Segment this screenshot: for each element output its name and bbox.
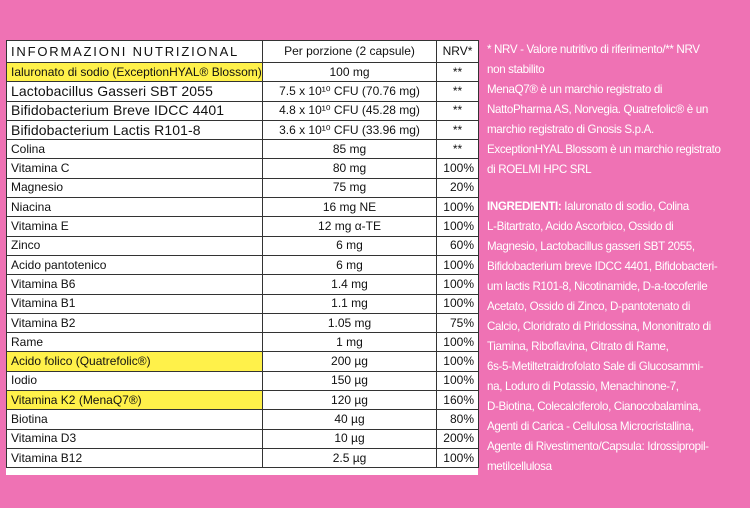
- row-value: 75 mg: [263, 178, 437, 197]
- table-row: [7, 120, 479, 139]
- row-name: Iodio: [7, 371, 263, 390]
- table-row: [7, 448, 479, 467]
- note-line: * NRV - Valore nutritivo di riferimento/** NRV: [487, 43, 700, 56]
- row-value: 2.5 µg: [263, 448, 437, 467]
- row-nrv: 100%: [437, 198, 479, 217]
- row-value: 40 µg: [263, 410, 437, 429]
- row-nrv: 100%: [437, 159, 479, 178]
- table-header-row: [7, 41, 479, 63]
- row-value: 1.1 mg: [263, 294, 437, 313]
- ingredient-line: Agenti di Carica - Cellulosa Microcristallina,: [487, 420, 694, 433]
- row-name: Vitamina B12: [7, 448, 263, 467]
- row-name: Ialuronato di sodio (ExceptionHYAL® Blossom): [7, 63, 263, 82]
- row-value: 6 mg: [263, 255, 437, 274]
- row-name: Vitamina E: [7, 217, 263, 236]
- row-nrv: 100%: [437, 275, 479, 294]
- nutrition-table: [6, 40, 479, 468]
- table-row: [7, 140, 479, 159]
- row-nrv: 20%: [437, 178, 479, 197]
- note-line: ExceptionHYAL Blossom è un marchio registrato: [487, 143, 721, 156]
- row-value: 1 mg: [263, 333, 437, 352]
- row-value: 150 µg: [263, 371, 437, 390]
- row-nrv: **: [437, 82, 479, 101]
- row-name: Biotina: [7, 410, 263, 429]
- row-nrv: 160%: [437, 391, 479, 410]
- row-name: Lactobacillus Gasseri SBT 2055: [7, 82, 263, 101]
- row-value: 1.05 mg: [263, 313, 437, 332]
- ingredient-line: D-Biotina, Colecalciferolo, Cianocobalamina,: [487, 400, 702, 413]
- row-nrv: 100%: [437, 294, 479, 313]
- note-line: MenaQ7® è un marchio registrato di: [487, 83, 663, 96]
- table-row: [7, 178, 479, 197]
- row-name: Vitamina K2 (MenaQ7®): [7, 391, 263, 410]
- ingredient-line: Tiamina, Riboflavina, Citrato di Rame,: [487, 340, 669, 353]
- ingredient-line: na, Loduro di Potassio, Menachinone-7,: [487, 380, 679, 393]
- row-name: Magnesio: [7, 178, 263, 197]
- table-row: [7, 217, 479, 236]
- table-row: [7, 101, 479, 120]
- ingredients-first: Ialuronato di sodio, Colina: [561, 200, 689, 213]
- ingredients-first-line: [487, 197, 745, 217]
- row-nrv: **: [437, 63, 479, 82]
- table-row: [7, 391, 479, 410]
- ingredient-line: Bifidobacterium breve IDCC 4401, Bifidobacteri-: [487, 260, 718, 273]
- table-row: [7, 198, 479, 217]
- table-row: [7, 82, 479, 101]
- table-row: [7, 313, 479, 332]
- table-row: [7, 159, 479, 178]
- spacer: [487, 180, 745, 197]
- row-nrv: **: [437, 101, 479, 120]
- table-row: [7, 255, 479, 274]
- table-row: [7, 410, 479, 429]
- row-nrv: 200%: [437, 429, 479, 448]
- table-row: [7, 352, 479, 371]
- ingredient-line: Acetato, Ossido di Zinco, D-pantotenato di: [487, 300, 691, 313]
- row-name: Niacina: [7, 198, 263, 217]
- row-name: Zinco: [7, 236, 263, 255]
- row-nrv: 100%: [437, 352, 479, 371]
- row-value: 1.4 mg: [263, 275, 437, 294]
- row-nrv: 100%: [437, 333, 479, 352]
- row-name: Vitamina B1: [7, 294, 263, 313]
- note-line: di ROELMI HPC SRL: [487, 163, 592, 176]
- row-name: Bifidobacterium Breve IDCC 4401: [7, 101, 263, 120]
- table-row: [7, 275, 479, 294]
- row-name: Vitamina D3: [7, 429, 263, 448]
- table-row: [7, 429, 479, 448]
- row-value: 16 mg NE: [263, 198, 437, 217]
- row-value: 12 mg α-TE: [263, 217, 437, 236]
- row-nrv: 80%: [437, 410, 479, 429]
- table-row: [7, 371, 479, 390]
- nutrition-panel: [6, 40, 478, 475]
- note-line: NattoPharma AS, Norvegia. Quatrefolic® è un: [487, 103, 708, 116]
- table-row: [7, 236, 479, 255]
- row-name: Vitamina B6: [7, 275, 263, 294]
- ingredient-line: L-Bitartrato, Acido Ascorbico, Ossido di: [487, 220, 674, 233]
- row-name: Colina: [7, 140, 263, 159]
- ingredient-line: Calcio, Cloridrato di Piridossina, Mononitrato di: [487, 320, 711, 333]
- ingredient-line: Agente di Rivestimento/Capsula: Idrossipropil-: [487, 440, 709, 453]
- row-value: 6 mg: [263, 236, 437, 255]
- table-row: [7, 63, 479, 82]
- row-name: Rame: [7, 333, 263, 352]
- ingredient-line: Magnesio, Lactobacillus gasseri SBT 2055,: [487, 240, 695, 253]
- row-name: Acido folico (Quatrefolic®): [7, 352, 263, 371]
- row-nrv: 100%: [437, 448, 479, 467]
- ingredients-label: INGREDIENTI:: [487, 200, 562, 213]
- row-value: 80 mg: [263, 159, 437, 178]
- row-nrv: 100%: [437, 255, 479, 274]
- row-name: Bifidobacterium Lactis R101-8: [7, 120, 263, 139]
- table-row: [7, 294, 479, 313]
- ingredient-line: metilcellulosa: [487, 460, 552, 473]
- row-value: 200 µg: [263, 352, 437, 371]
- table-row: [7, 333, 479, 352]
- row-value: 3.6 x 10¹⁰ CFU (33.96 mg): [263, 120, 437, 139]
- note-line: marchio registrato di Gnosis S.p.A.: [487, 123, 654, 136]
- row-nrv: 75%: [437, 313, 479, 332]
- header-portion: Per porzione (2 capsule): [263, 41, 437, 63]
- ingredient-line: um lactis R101-8, Nicotinamide, D-a-tocoferile: [487, 280, 708, 293]
- row-name: Vitamina C: [7, 159, 263, 178]
- row-value: 85 mg: [263, 140, 437, 159]
- row-name: Acido pantotenico: [7, 255, 263, 274]
- row-nrv: **: [437, 120, 479, 139]
- row-name: Vitamina B2: [7, 313, 263, 332]
- row-value: 120 µg: [263, 391, 437, 410]
- side-notes: [487, 40, 745, 477]
- header-nrv: NRV*: [437, 41, 479, 63]
- row-value: 4.8 x 10¹⁰ CFU (45.28 mg): [263, 101, 437, 120]
- note-line: non stabilito: [487, 63, 545, 76]
- row-nrv: **: [437, 140, 479, 159]
- row-value: 7.5 x 10¹⁰ CFU (70.76 mg): [263, 82, 437, 101]
- ingredient-line: 6s-5-Metiltetraidrofolato Sale di Glucosammi-: [487, 360, 704, 373]
- row-nrv: 60%: [437, 236, 479, 255]
- row-nrv: 100%: [437, 371, 479, 390]
- row-value: 10 µg: [263, 429, 437, 448]
- row-nrv: 100%: [437, 217, 479, 236]
- row-value: 100 mg: [263, 63, 437, 82]
- header-name: INFORMAZIONI NUTRIZIONAL: [7, 41, 263, 63]
